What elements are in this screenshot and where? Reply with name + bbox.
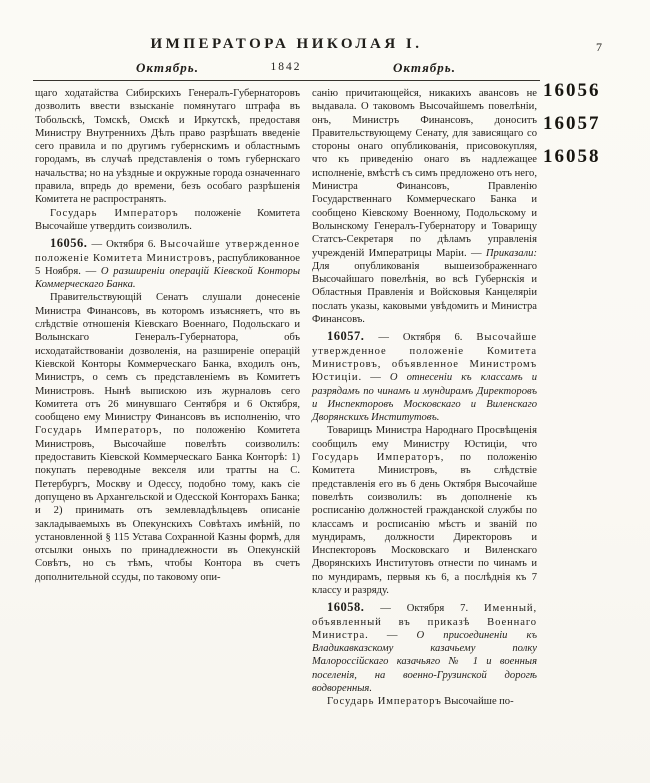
text-segment: Приказали: xyxy=(485,247,537,259)
page-number: 7 xyxy=(596,40,603,54)
text-segment: Государь Императоръ xyxy=(312,452,441,464)
text-segment: щаго ходатайства Сибирскихъ Генералъ-Губернаторовъ дозволить ввести взысканіе помянутаго штрафа въ Тобольскѣ, Томскѣ, Омскѣ и Иркутскѣ, предоставя Министру Внутреннихъ Дѣлъ право разрѣшать введеніе сего правила и по другимъ губернскимъ и областнымъ городамъ, въ случаѣ представленія о томъ губернскаго начальства; но на уѣздные и окружные города означеннаго правила, впредь до времени, безъ особаго разрѣшенія Комитета не распространять. xyxy=(35,88,300,206)
text-segment: 16057. xyxy=(327,329,365,344)
text-segment: . — xyxy=(358,372,390,384)
column-left xyxy=(35,87,300,709)
text-segment: Правительствующій Сенатъ слушали донесеніе Министра Финансовъ, въ которомъ изъясняетъ, что въ слѣдствіе отношенія Кіевскаго Военнаго, Подольскаго и Волынскаго Генералъ-Губернатора, объ исходатайствованіи дозволенія, на разширеніе операцій Кіевской Конторы Коммерческаго Банка, входилъ онъ, Министръ, о семъ съ представленіемъ въ Комитетъ Министровъ. Нынѣ выпискою изъ журналовъ сего Комитета отъ 26 минувшаго Сентября и 6 Октября, сообщено ему Министру Финансовъ въ исполненію, что xyxy=(35,292,300,424)
text-segment: 16056. xyxy=(50,236,88,251)
text-segment: Для опубликованія вышеизображеннаго Высочайшаго повелѣнія, во всѣ Губернскія и Областныя Правленія и Войсковыя Канцеляріи послать указы, каковыми увѣдомить и Министра Финансовъ. xyxy=(312,260,537,326)
running-head-month-right: Октябрь. xyxy=(393,60,456,75)
text-segment: . — xyxy=(365,629,417,641)
text-segment: Высочайше утвержденное положеніе Комитета Министровъ xyxy=(35,239,300,264)
entry-heading xyxy=(35,237,300,291)
text-segment: — Октября 6. xyxy=(364,332,477,344)
margin-act-number: 16057 xyxy=(543,113,601,134)
text-segment: — Октября 6. xyxy=(87,239,160,251)
margin-act-number: 16058 xyxy=(543,146,601,167)
paragraph xyxy=(35,291,300,584)
paragraph xyxy=(312,87,537,326)
text-segment: О разширеніи операцій Кіевской Конторы Коммерческаго Банка. xyxy=(35,265,300,291)
paragraph xyxy=(312,424,537,597)
text-segment: 16058. xyxy=(327,600,365,615)
text-segment: Высочайше утвержденное положеніе Комитета Министровъ, объявленное Министромъ Юстиціи xyxy=(312,332,537,384)
text-segment: О присоединеніи къ Владикавказскому казачьему полку Малороссійскаго казачьяго № 1 и военныя поселенія, на военно-Грузинской дорогѣ водворенныя. xyxy=(312,629,537,695)
text-segment: , распубликованное 5 Ноября. — xyxy=(35,252,300,277)
text-segment: Государь Императоръ xyxy=(35,425,159,437)
text-segment: — Октября 7. xyxy=(364,603,484,615)
running-head xyxy=(35,60,537,76)
text-segment: Государь Императоръ xyxy=(50,207,179,219)
text-columns xyxy=(35,87,537,709)
margin-act-number: 16056 xyxy=(543,80,601,101)
text-segment: Государь Императоръ xyxy=(327,696,442,708)
paragraph xyxy=(312,695,537,708)
text-segment: , по положенію Комитета Министровъ, Высочайше повелѣть соизволилъ: предоставить Кіевской Коммерческаго Банка Конторѣ: 1) покупать переводные векселя или тратты на С. Петербургъ, Москву и Одессу, подобно тому, какъ сіе допущено въ Архангельской и Одесской Конторахъ Банка; и 2) принимать отъ землевладѣльцевъ описаніе закладываемыхъ въ Опекунскихъ Совѣтахъ имѣній, по установленной § 115 Устава Сохранной Казны формѣ, для отсылки оныхъ по принадлежности въ Опекунскій Совѣтъ, но съ тѣмъ, чтобы Контора въ счетъ дополнительной ссуды, по таковому опи- xyxy=(35,425,300,583)
column-right xyxy=(312,87,537,709)
text-segment: Высочайше по- xyxy=(441,696,514,708)
paragraph xyxy=(35,207,300,234)
entry-heading xyxy=(312,601,537,695)
text-segment: положеніе Комитета Высочайше утвердить соизволилъ. xyxy=(35,207,300,232)
entry-heading xyxy=(312,330,537,424)
text-segment: О отнесеніи къ классамъ и разрядамъ по чинамъ и мундирамъ Директоровъ и Инспекторовъ Московскаго и Виленскаго Дворянскихъ Институтовъ. xyxy=(312,372,537,424)
text-segment: Товарищъ Министра Народнаго Просвѣщенія сообщилъ ему Министру Юстиціи, что xyxy=(312,425,537,450)
text-segment: Именный, объявленный въ приказѣ Военнаго Министра xyxy=(312,603,537,641)
running-head-month-left: Октябрь. xyxy=(136,60,199,75)
paragraph xyxy=(35,87,300,207)
running-head-year: 1842 xyxy=(270,61,302,73)
margin-act-numbers xyxy=(543,80,601,168)
page-title: ИМПЕРАТОРА НИКОЛАЯ I. xyxy=(150,36,423,52)
text-segment: санію причитающейся, никакихъ авансовъ не выдавала. О таковомъ Высочайшемъ повелѣніи, онъ, Министръ Финансовъ, доноситъ Правительствующему Сенату, для зависящаго со стороны онаго опубликованія, присовокупляя, что къ приведенію онаго въ надлежащее исполненіе, вмѣстѣ съ симъ предложено отъ него, Министра Финансовъ, Правленію Государственнаго Коммерческаго Банка и сообщено Кіевскому Военному, Подольскому и Волынскому Генералъ-Губернатору и Товарищу Статсъ-Секретаря по дѣламъ управленія учрежденій Императрицы Маріи. — xyxy=(312,88,537,259)
text-segment: , по положенію Комитета Министровъ, въ слѣдствіе представленія его въ 6 день Октября Высочайше повелѣть соизволилъ: въ дополненіе къ росписанію должностей гражданской службы по классамъ и росписанію мѣстъ и званій по мундирамъ, должности Директоровъ и Инспекторовъ Московскаго и Виленскаго Дворянскихъ Институтовъ отнести по чинамъ и по мундирамъ, первыя къ 6, а послѣднія къ 7 классу и разряду. xyxy=(312,452,537,596)
header-divider xyxy=(33,80,540,81)
